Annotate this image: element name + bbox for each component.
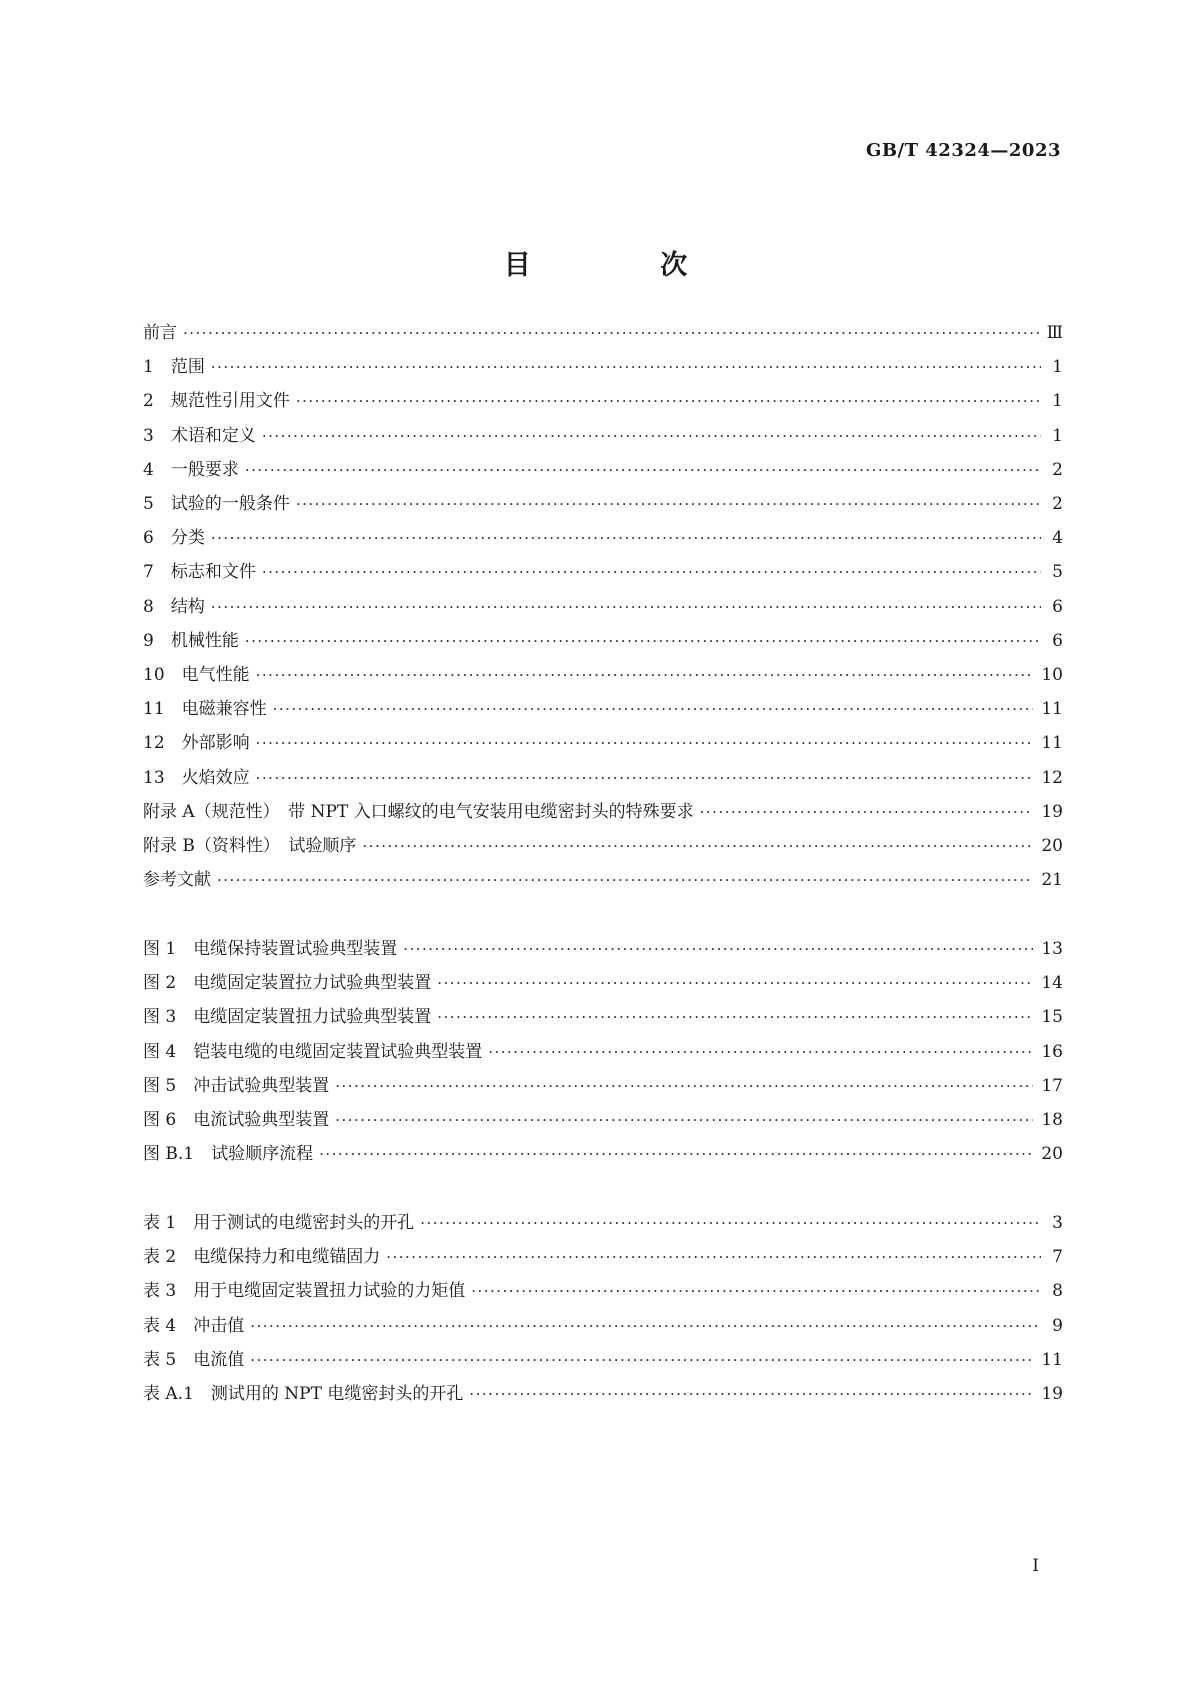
page-number: I bbox=[1032, 1556, 1039, 1576]
toc-figure-entry-title: 图 6 电流试验典型装置 bbox=[143, 1109, 335, 1131]
toc-section-entry-page: 6 bbox=[1052, 596, 1063, 617]
toc-table-entry-page: 8 bbox=[1052, 1281, 1063, 1302]
toc-section-entry[interactable] bbox=[143, 485, 1063, 515]
dot-leader bbox=[211, 596, 1041, 618]
dot-leader bbox=[217, 869, 1033, 891]
toc-section-entry-title: 3 术语和定义 bbox=[143, 425, 262, 447]
toc-section-entry-page: 1 bbox=[1052, 391, 1063, 412]
toc-table-entry-page: 7 bbox=[1052, 1247, 1063, 1268]
toc-section-entry[interactable] bbox=[143, 622, 1063, 652]
toc-section-entry[interactable] bbox=[143, 690, 1063, 720]
toc-section-entry-page: 6 bbox=[1052, 630, 1063, 651]
toc-section-entry[interactable] bbox=[143, 759, 1063, 789]
toc-section-entry[interactable] bbox=[143, 793, 1063, 823]
toc-section-entry-title: 7 标志和文件 bbox=[143, 561, 262, 583]
dot-leader bbox=[469, 1383, 1033, 1405]
toc-section-entry[interactable] bbox=[143, 348, 1063, 378]
toc-table-entry-page: 19 bbox=[1041, 1384, 1063, 1404]
toc-table-entry-title: 表 2 电缆保持力和电缆锚固力 bbox=[143, 1246, 386, 1268]
toc-figure-entry[interactable] bbox=[143, 998, 1063, 1028]
toc-section-entry-title: 9 机械性能 bbox=[143, 630, 245, 652]
toc-section-entry[interactable] bbox=[143, 553, 1063, 583]
toc-section-entry-page: 12 bbox=[1041, 767, 1063, 788]
toc-section-entry-title: 11 电磁兼容性 bbox=[143, 698, 273, 720]
toc-figure-entry-page: 13 bbox=[1041, 939, 1063, 959]
toc-table-entry[interactable] bbox=[143, 1341, 1063, 1371]
toc-section-entry-page: Ⅲ bbox=[1046, 323, 1063, 343]
toc-figure-entry-page: 16 bbox=[1041, 1041, 1063, 1062]
toc-section-entry-title: 2 规范性引用文件 bbox=[143, 390, 296, 412]
toc-section-entry-page: 2 bbox=[1052, 494, 1063, 514]
toc-figure-entry-page: 14 bbox=[1041, 973, 1063, 994]
toc-table-entry-title: 表 A.1 测试用的 NPT 电缆密封头的开孔 bbox=[143, 1383, 469, 1405]
toc-section-entry-title: 10 电气性能 bbox=[143, 664, 256, 686]
toc-section-entry[interactable] bbox=[143, 314, 1063, 344]
toc-table-entry-title: 表 3 用于电缆固定装置扭力试验的力矩值 bbox=[143, 1280, 471, 1302]
dot-leader bbox=[262, 561, 1041, 583]
toc-table-entry-page: 11 bbox=[1041, 1349, 1063, 1370]
toc-figure-entry[interactable] bbox=[143, 964, 1063, 994]
toc-section-entry[interactable] bbox=[143, 519, 1063, 549]
dot-leader bbox=[420, 1212, 1041, 1234]
toc-section-entry[interactable] bbox=[143, 861, 1063, 891]
toc-section-entry-page: 4 bbox=[1052, 528, 1063, 549]
dot-leader bbox=[335, 1109, 1033, 1131]
dot-leader bbox=[488, 1041, 1033, 1063]
toc-section-entry-title: 6 分类 bbox=[143, 527, 211, 549]
toc-section-entry-title: 参考文献 bbox=[143, 869, 217, 891]
toc-section-entry-title: 4 一般要求 bbox=[143, 459, 245, 481]
toc-figure-entry[interactable] bbox=[143, 1067, 1063, 1097]
dot-leader bbox=[437, 1006, 1033, 1028]
toc-figure-entry[interactable] bbox=[143, 1033, 1063, 1063]
dot-leader bbox=[183, 322, 1039, 344]
dot-leader bbox=[335, 1075, 1033, 1097]
dot-leader bbox=[273, 698, 1034, 720]
toc-section-entry-page: 1 bbox=[1052, 425, 1063, 446]
toc-section-entry-page: 11 bbox=[1041, 733, 1063, 754]
toc-figure-entry-page: 18 bbox=[1041, 1110, 1063, 1130]
toc-figure-entry-page: 15 bbox=[1041, 1007, 1063, 1028]
dot-leader bbox=[211, 356, 1041, 378]
dot-leader bbox=[471, 1280, 1041, 1302]
toc-figure-entry[interactable] bbox=[143, 1135, 1063, 1165]
toc-section-entry-page: 10 bbox=[1041, 665, 1063, 685]
toc-section-entry[interactable] bbox=[143, 724, 1063, 754]
dot-leader bbox=[386, 1246, 1041, 1268]
toc-table-entry[interactable] bbox=[143, 1238, 1063, 1268]
toc-section-entry-title: 附录 B（资料性） 试验顺序 bbox=[143, 835, 362, 857]
toc-table-entry[interactable] bbox=[143, 1307, 1063, 1337]
toc-section-entry-title: 1 范围 bbox=[143, 356, 211, 378]
dot-leader bbox=[245, 630, 1041, 652]
toc-section-entry-page: 20 bbox=[1041, 836, 1063, 856]
toc-table-entry[interactable] bbox=[143, 1204, 1063, 1234]
dot-leader bbox=[296, 493, 1041, 515]
toc-table-entry-title: 表 5 电流值 bbox=[143, 1349, 250, 1371]
toc-table-entry-title: 表 1 用于测试的电缆密封头的开孔 bbox=[143, 1212, 420, 1234]
toc-section-entry[interactable] bbox=[143, 588, 1063, 618]
page-title: 目 次 bbox=[503, 250, 748, 281]
toc-section-entry-page: 1 bbox=[1052, 357, 1063, 378]
toc-table-entry[interactable] bbox=[143, 1272, 1063, 1302]
toc-figure-entry-title: 图 5 冲击试验典型装置 bbox=[143, 1075, 335, 1097]
dot-leader bbox=[256, 732, 1034, 754]
dot-leader bbox=[250, 1315, 1041, 1337]
toc-figure-entry-title: 图 4 铠装电缆的电缆固定装置试验典型装置 bbox=[143, 1041, 488, 1063]
dot-leader bbox=[437, 972, 1033, 994]
toc-section-entry-title: 12 外部影响 bbox=[143, 732, 256, 754]
toc-figure-entry-title: 图 B.1 试验顺序流程 bbox=[143, 1143, 319, 1165]
toc-section-entry[interactable] bbox=[143, 382, 1063, 412]
toc-section-entry[interactable] bbox=[143, 656, 1063, 686]
dot-leader bbox=[211, 527, 1041, 549]
toc-table-entry-page: 3 bbox=[1052, 1213, 1063, 1233]
toc-section-entry[interactable] bbox=[143, 827, 1063, 857]
toc-table-entry-page: 9 bbox=[1052, 1315, 1063, 1336]
dot-leader bbox=[245, 459, 1041, 481]
toc-section-entry-title: 13 火焰效应 bbox=[143, 767, 256, 789]
toc-section-entry[interactable] bbox=[143, 451, 1063, 481]
dot-leader bbox=[319, 1143, 1033, 1165]
toc-table-entry-title: 表 4 冲击值 bbox=[143, 1315, 250, 1337]
toc-section-entry-title: 附录 A（规范性） 带 NPT 入口螺纹的电气安装用电缆密封头的特殊要求 bbox=[143, 801, 700, 823]
standard-code: GB/T 42324—2023 bbox=[865, 140, 1061, 161]
toc-figure-entry-title: 图 3 电缆固定装置扭力试验典型装置 bbox=[143, 1006, 437, 1028]
toc-section-entry[interactable] bbox=[143, 417, 1063, 447]
toc-figure-entry-title: 图 1 电缆保持装置试验典型装置 bbox=[143, 938, 403, 960]
toc-figure-entry-title: 图 2 电缆固定装置拉力试验典型装置 bbox=[143, 972, 437, 994]
toc-figure-entry[interactable] bbox=[143, 1101, 1063, 1131]
dot-leader bbox=[262, 425, 1041, 447]
toc-section-entry-title: 8 结构 bbox=[143, 596, 211, 618]
dot-leader bbox=[362, 835, 1033, 857]
toc-figure-entry-page: 20 bbox=[1041, 1144, 1063, 1165]
toc-section-entry-page: 11 bbox=[1041, 699, 1063, 720]
dot-leader bbox=[256, 664, 1034, 686]
toc-figure-entry-page: 17 bbox=[1041, 1075, 1063, 1096]
dot-leader bbox=[296, 390, 1041, 412]
toc-section-entry-page: 2 bbox=[1052, 459, 1063, 480]
dot-leader bbox=[403, 938, 1033, 960]
toc-section-entry-page: 5 bbox=[1052, 562, 1063, 583]
toc-section-entry-page: 19 bbox=[1041, 801, 1063, 822]
dot-leader bbox=[250, 1349, 1033, 1371]
toc-section-entry-page: 21 bbox=[1041, 870, 1063, 891]
dot-leader bbox=[700, 801, 1034, 823]
toc-section-entry-title: 5 试验的一般条件 bbox=[143, 493, 296, 515]
dot-leader bbox=[256, 767, 1034, 789]
toc-table-entry[interactable] bbox=[143, 1375, 1063, 1405]
toc-figure-entry[interactable] bbox=[143, 930, 1063, 960]
toc-section-entry-title: 前言 bbox=[143, 322, 183, 344]
